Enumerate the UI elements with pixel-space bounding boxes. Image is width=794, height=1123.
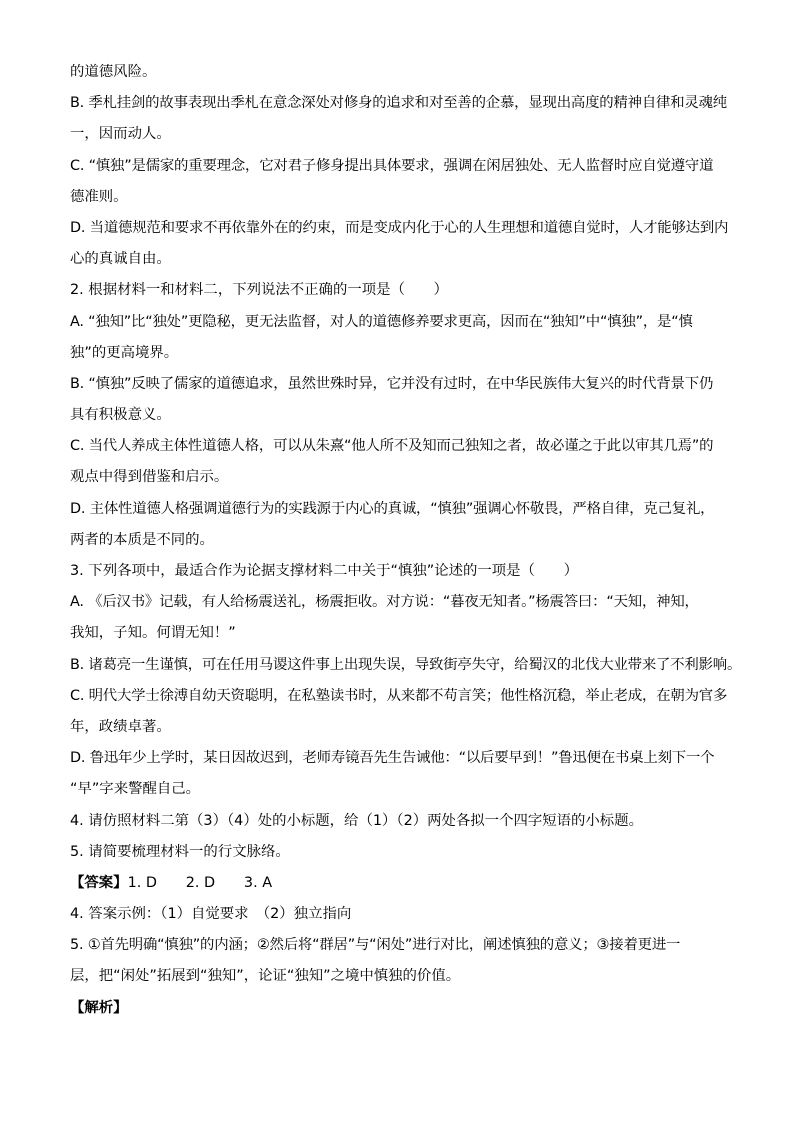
text-line-6: D. 当道德规范和要求不再依靠外在的约束，而是变成内化于心的人生理想和道德自觉时，人才能够达到内 (70, 219, 729, 236)
question-3-stem: 3. 下列各项中，最适合作为论据支撑材料二中关于“慎独”论述的一项是（ ） (70, 563, 579, 579)
text-line-3: 一，因而动人。 (70, 126, 171, 143)
question-3-option-d-cont: “早”字来警醒自己。 (70, 781, 201, 798)
question-4-stem: 4. 请仿照材料二第（3）（4）处的小标题，给（1）（2）两处各拟一个四字短语的小标题。 (70, 812, 643, 829)
question-3-option-d: D. 鲁迅年少上学时，某日因故迟到，老师寿镜吾先生告诫他：“以后要早到！”鲁迅便在书桌上刻下一个 (70, 750, 715, 767)
question-2-option-a-cont: 独”的更高境界。 (70, 344, 179, 361)
question-2-stem: 2. 根据材料一和材料二，下列说法不正确的一项是（ ） (70, 282, 449, 299)
question-5-stem: 5. 请简要梳理材料一的行文脉络。 (70, 843, 290, 860)
question-3-option-a-cont: 我知，子知。何谓无知！” (70, 625, 236, 642)
answer-line (70, 873, 724, 893)
question-3-option-a: A. 《后汉书》记载，有人给杨震送礼，杨震拒收。对方说：“暮夜无知者。”杨震答曰：“天知，神知， (70, 594, 699, 611)
analysis-tag: 【解析】 (70, 999, 128, 1016)
question-2-option-c: C. 当代人养成主体性道德人格，可以从朱熹“他人所不及知而己独知之者，故必谨之于此以审其几焉”的 (70, 438, 714, 455)
question-2-option-d: D. 主体性道德人格强调道德行为的实践源于内心的真诚，“慎独”强调心怀敬畏，严格自律，克己复礼， (70, 500, 715, 517)
text-line-5: 德准则。 (70, 188, 128, 205)
question-2-option-b: B. “慎独”反映了儒家的道德追求，虽然世殊时异，它并没有过时，在中华民族伟大复兴的时代背景下仍 (70, 375, 714, 392)
question-3-option-c: C. 明代大学士徐溥自幼天资聪明，在私塾读书时，从来都不苟言笑；他性格沉稳，举止老成，在朝为官多 (70, 687, 728, 704)
answer-5-line-cont: 层，把“闲处”拓展到“独知”，论证“独知”之境中慎独的价值。 (70, 968, 461, 985)
question-2-option-c-cont: 观点中得到借鉴和启示。 (70, 469, 229, 486)
question-3-option-b: B. 诸葛亮一生谨慎，可在任用马谡这件事上出现失误，导致街亭失守，给蜀汉的北伐大业带来了不利影响。 (70, 656, 742, 673)
text-line-1: 的道德风险。 (70, 64, 157, 80)
text-line-4: C. “慎独”是儒家的重要理念，它对君子修身提出具体要求，强调在闲居独处、无人监督时应自觉遵守道 (70, 157, 714, 174)
analysis-line (70, 998, 724, 1018)
question-3-option-c-cont: 年，政绩卓著。 (70, 718, 171, 735)
question-2-option-b-cont: 具有积极意义。 (70, 407, 171, 424)
text-line-7: 心的真诚自由。 (70, 251, 171, 268)
answer-4-line: 4. 答案示例：（1）自觉要求 （2）独立指向 (70, 906, 352, 923)
document-content (70, 62, 742, 1029)
answer-tag: 【答案】 (70, 874, 128, 891)
text-line-2: B. 季札挂剑的故事表现出季札在意念深处对修身的追求和对至善的企慕，显现出高度的精神自律和灵魂纯 (70, 95, 728, 112)
question-2-option-a: A. “独知”比“独处”更隐秘，更无法监督，对人的道德修养要求更高，因而在“独知”中“慎独”，是“慎 (70, 313, 693, 330)
answer-5-line: 5. ①首先明确“慎独”的内涵；②然后将“群居”与“闲处”进行对比，阐述慎独的意义；③接着更进一 (70, 937, 681, 954)
answer-values: 1. D 2. D 3. A (127, 874, 273, 891)
question-2-option-d-cont: 两者的本质是不同的。 (70, 531, 214, 548)
